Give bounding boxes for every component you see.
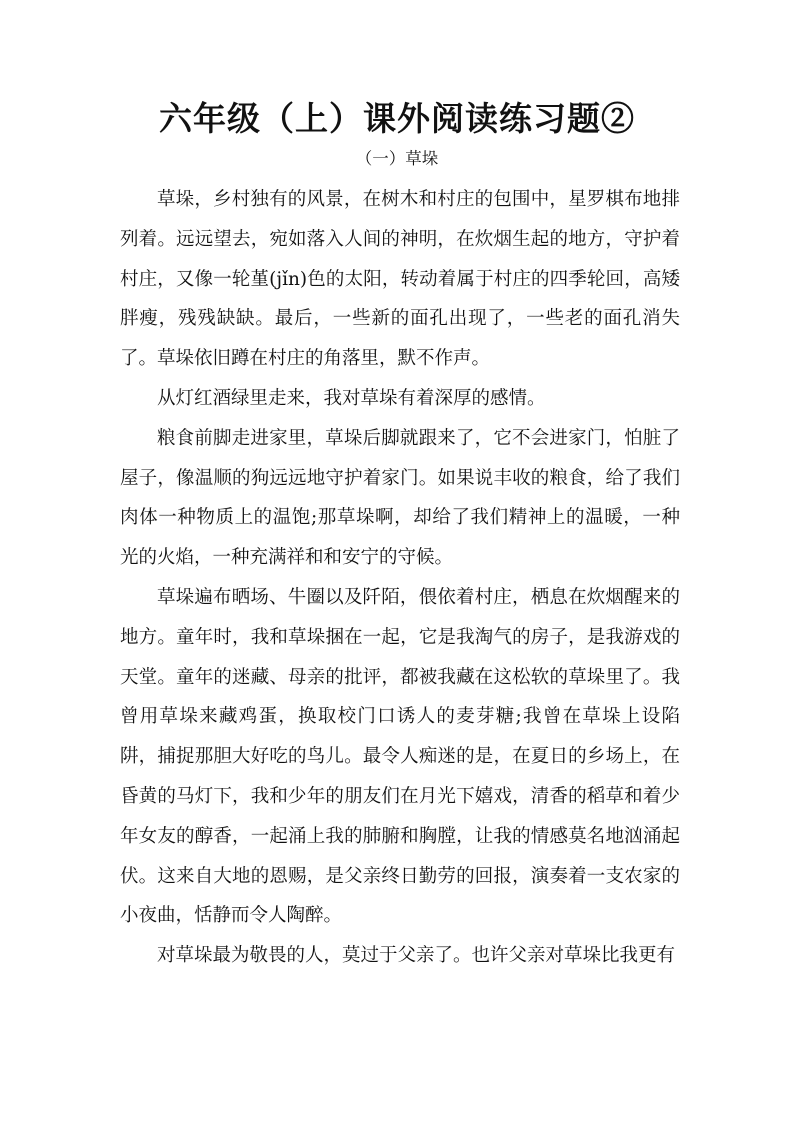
document-title: 六年级（上）课外阅读练习题② — [159, 99, 635, 138]
article-body — [120, 180, 680, 976]
paragraph-2: 从灯红酒绿里走来，我对草垛有着深厚的感情。 — [157, 387, 546, 409]
section-heading: （一）草垛 — [355, 149, 439, 168]
paragraph-4: 草垛遍布晒场、牛圈以及阡陌，偎依着村庄，栖息在炊烟醒来的地方。童年时，我和草垛捆在一起，它是我淘气的房子，是我游戏的天堂。童年的迷藏、母亲的批评，都被我藏在这松软的草垛里了。我曾用草垛来藏鸡蛋，换取校门口诱人的麦芽糖;我曾在草垛上设陷阱，捕捉那胆大好吃的鸟儿。最令人痴迷的是，在夏日的乡场上，在昏黄的马灯下，我和少年的朋友们在月光下嬉戏，清香的稻草和着少年女友的醇香，一起涌上我的肺腑和胸膛，让我的情感莫名地汹涌起伏。这来自大地的恩赐，是父亲终日勤劳的回报，演奏着一支农家的小夜曲，恬静而令人陶醉。 — [120, 586, 680, 927]
paragraph-1: 草垛，乡村独有的风景，在树木和村庄的包围中，星罗棋布地排列着。远远望去，宛如落入人间的神明，在炊烟生起的地方，守护着村庄，又像一轮堇(jǐn)色的太阳，转动着属于村庄的四季轮回，高矮胖瘦，残残缺缺。最后，一些新的面孔出现了，一些老的面孔消失了。草垛依旧蹲在村庄的角落里，默不作声。 — [120, 189, 680, 370]
paragraph-3: 粮食前脚走进家里，草垛后脚就跟来了，它不会进家门，怕脏了屋子，像温顺的狗远远地守护着家门。如果说丰收的粮食，给了我们肉体一种物质上的温饱;那草垛啊，却给了我们精神上的温暖，一种光的火焰，一种充满祥和和安宁的守候。 — [120, 427, 680, 569]
paragraph-5: 对草垛最为敬畏的人，莫过于父亲了。也许父亲对草垛比我更有 — [157, 945, 676, 967]
